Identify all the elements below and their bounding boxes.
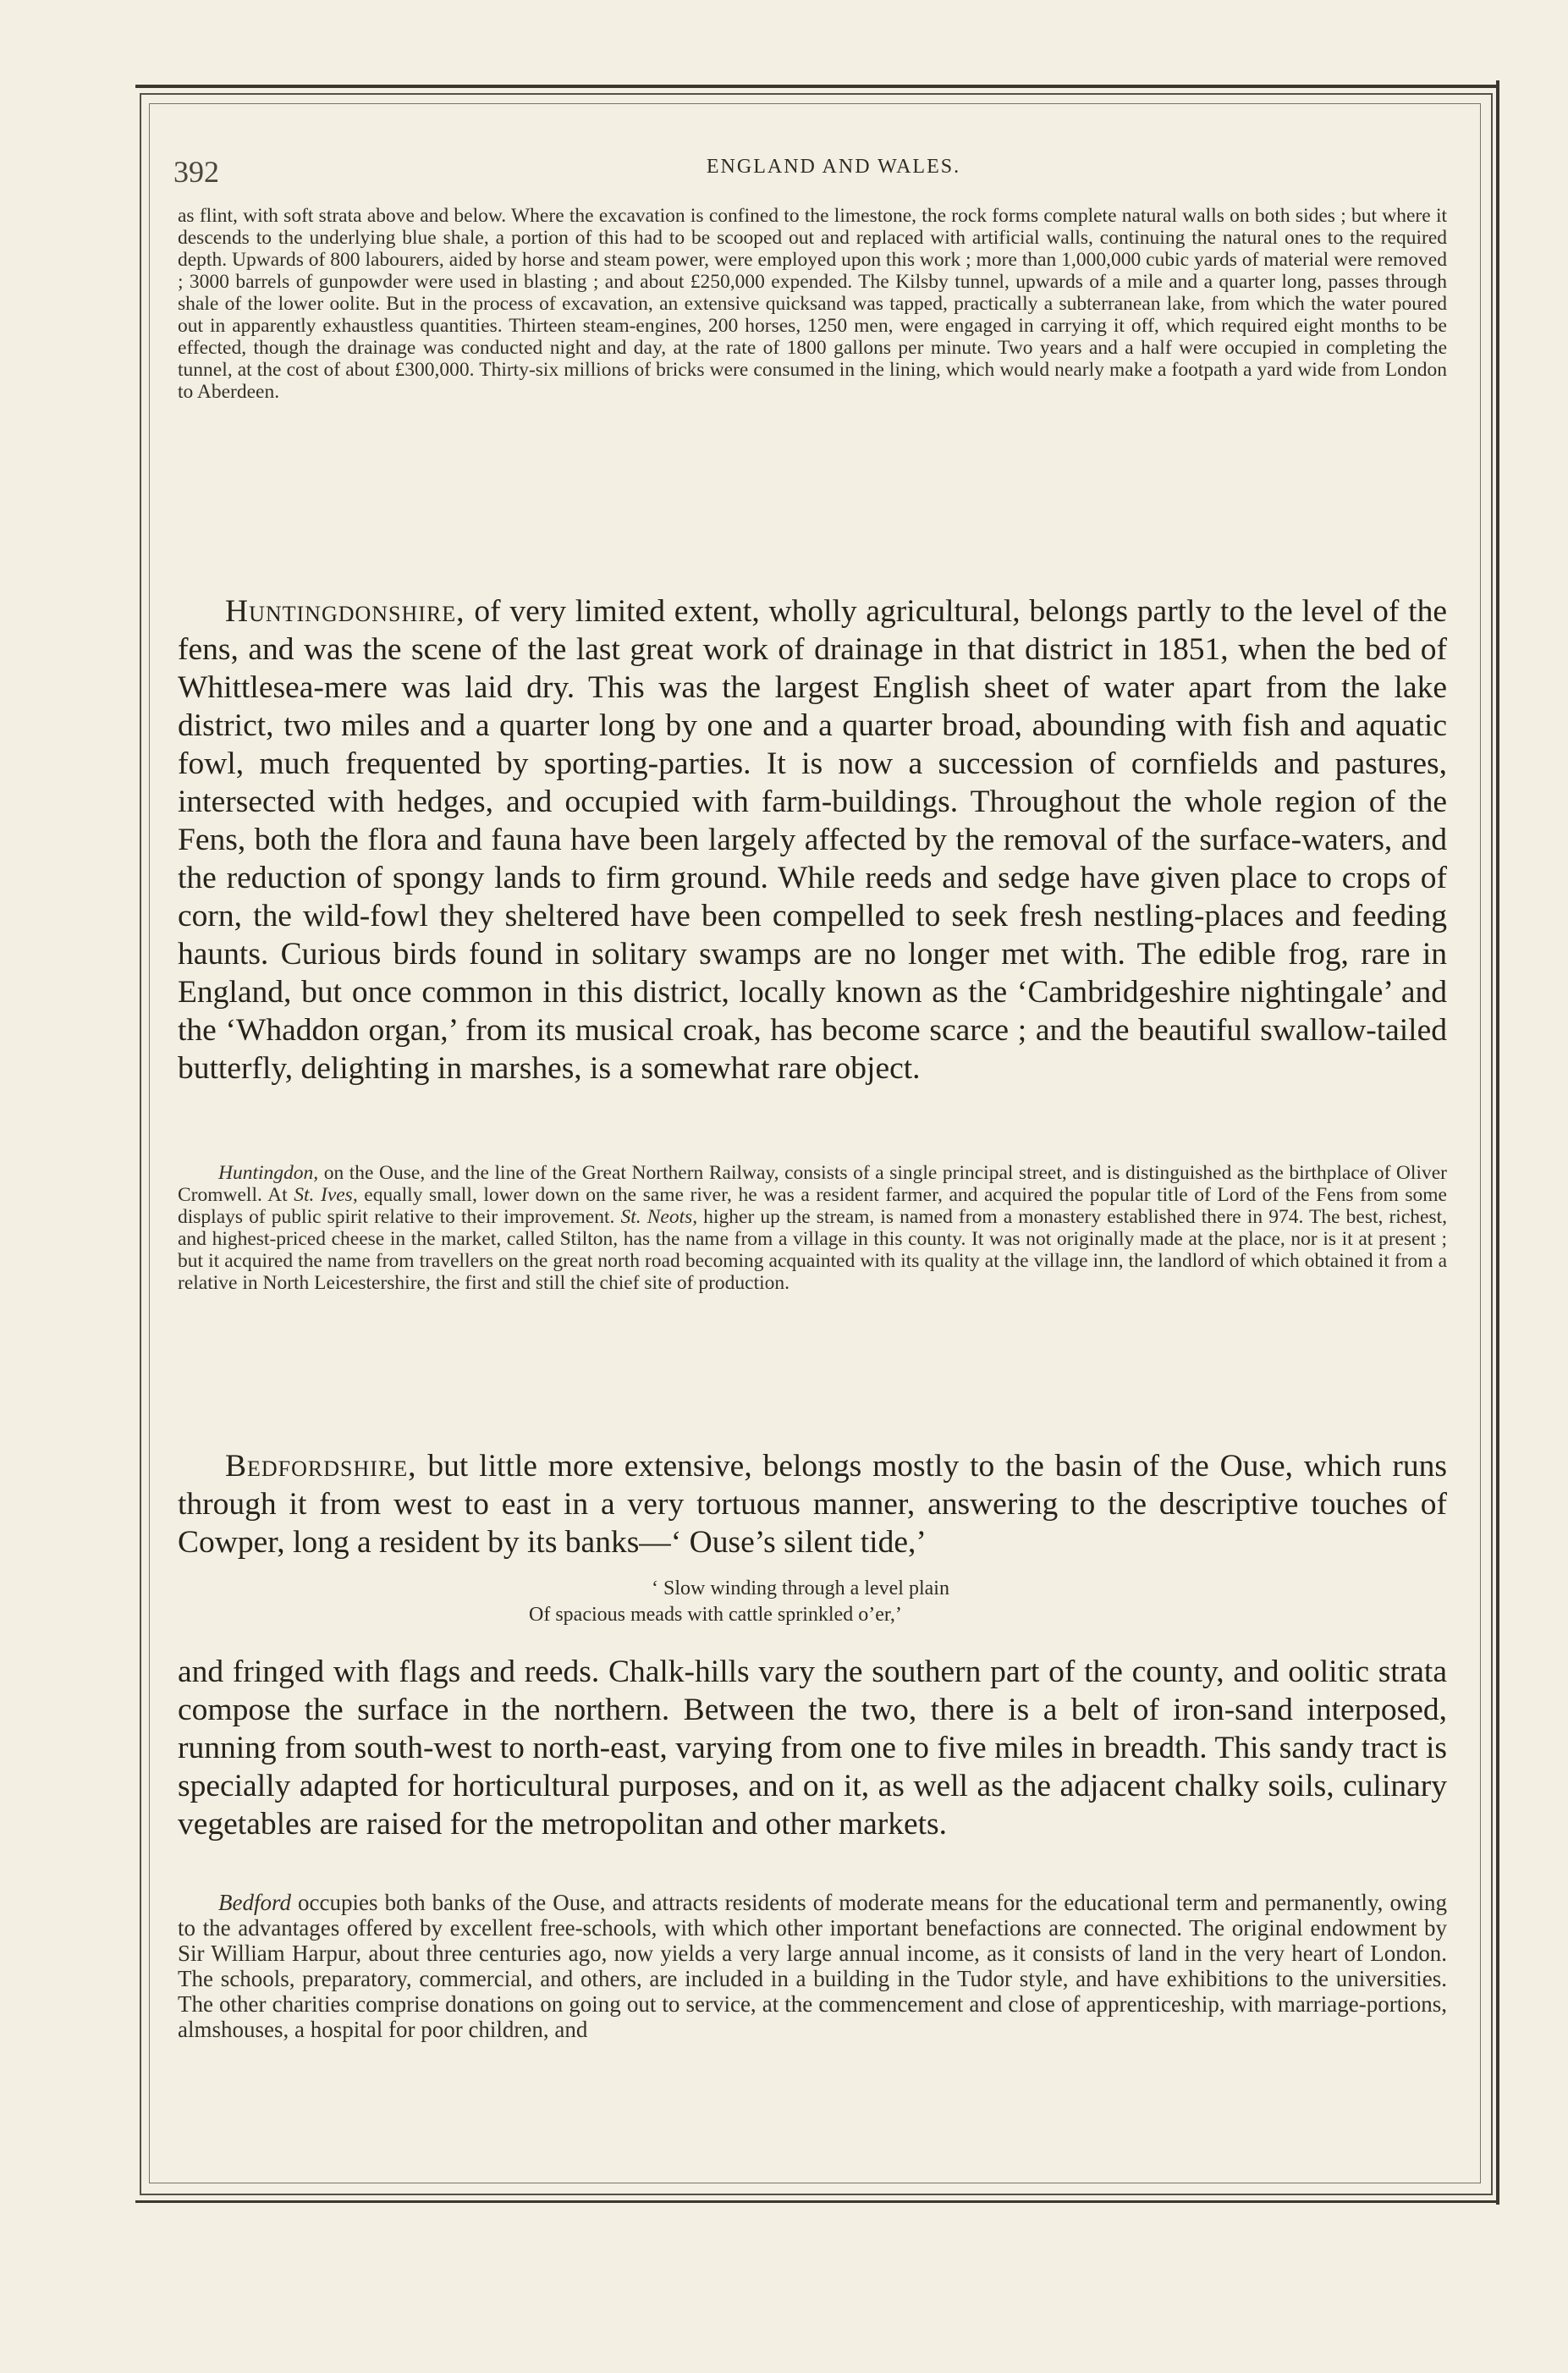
huntingdon-note-text-3: higher up the stream, is named from a monastery established there in 974. The best, richest, and highest-priced cheese in the market, called Stilton, has the name from a village in this county. It was not originally made at the place, nor is it at present ; but it acquired the name from travellers on the great north road becoming acquainted with its quality at the village inn, the landlord of which obtained it from a relative in North Leicestershire, the first and still the chief site of production. [178, 1206, 1447, 1294]
bedford-note-text: occupies both banks of the Ouse, and attracts residents of moderate means for the educational term and permanently, owing to the advantages offered by excellent free-schools, with which other important benefactions are connected. The original endowment by Sir William Harpur, about three centuries ago, now yields a very large annual income, as it consists of land in the very heart of London. The schools, preparatory, commercial, and others, are included in a building in the Tudor style, and have exhibitions to the universities. The other charities comprise donations on going out to service, at the commencement and close of apprenticeship, with marriage-portions, almshouses, a hospital for poor children, and [178, 1890, 1447, 2042]
continuation-paragraph [178, 205, 1447, 403]
bottom-border-rule [135, 2200, 1498, 2203]
st-ives-town: St. Ives, [294, 1184, 358, 1206]
page-frame-inner [149, 103, 1481, 2183]
cowper-quotation [457, 1576, 1176, 1628]
bedfordshire-paragraph [178, 1447, 1447, 1561]
huntingdon-note-text-2: equally small, lower down on the same river, he was a resident farmer, and acquired the popular title of Lord of the Fens from some displays of public spirit relative to their improvement. [178, 1184, 1447, 1228]
huntingdonshire-text: of very limited extent, wholly agricultural, belongs partly to the level of the fens, and was the scene of the last great work of drainage in that district in 1851, when the bed of Whittlesea-mere was laid dry. This was the largest English sheet of water apart from the lake district, two miles and a quarter long by one and a quarter broad, abounding with fish and aquatic fowl, much frequented by sporting-parties. It is now a succession of cornfields and pastures, intersected with hedges, and occupied with farm-buildings. Throughout the whole region of the Fens, both the flora and fauna have been largely affected by the removal of the surface-waters, and the reduction of spongy lands to firm ground. While reeds and sedge have given place to crops of corn, the wild-fowl they sheltered have been compelled to seek fresh nestling-places and feeding haunts. Curious birds found in solitary swamps are no longer met with. The edible frog, rare in England, but once common in this district, locally known as the ‘Cambridgeshire nightingale’ and the ‘Whaddon organ,’ from its musical croak, has become scarce ; and the beautiful swallow-tailed butterfly, delighting in marshes, is a somewhat rare object. [178, 594, 1447, 1086]
bedfordshire-continued-paragraph [178, 1653, 1447, 1843]
bedfordshire-heading: Bedfordshire, [225, 1449, 417, 1484]
page-number: 392 [173, 155, 219, 189]
huntingdon-note-text-1: on the Ouse, and the line of the Great Northern Railway, consists of a single principal street, and is distinguished as the birthplace of Oliver Cromwell. At [178, 1162, 1447, 1206]
top-border-rule [135, 85, 1498, 88]
right-border-rule [1496, 80, 1499, 2205]
bedford-note [178, 1890, 1447, 2042]
page-header [173, 154, 1455, 196]
huntingdon-town: Huntingdon, [218, 1162, 319, 1184]
st-neots-town: St. Neots, [620, 1206, 698, 1228]
running-title: ENGLAND AND WALES. [706, 156, 961, 178]
poem-line-1: ‘ Slow winding through a level plain [652, 1577, 949, 1599]
huntingdon-note [178, 1162, 1447, 1294]
huntingdonshire-paragraph [178, 592, 1447, 1087]
bedford-town: Bedford [218, 1890, 291, 1915]
huntingdonshire-heading: Huntingdonshire, [225, 594, 465, 629]
bedfordshire-continued-text: and fringed with flags and reeds. Chalk-hills vary the southern part of the county, and oolitic strata compose the surface in the northern. Between the two, there is a belt of iron-sand interposed, running from south-west to north-east, varying from one to five miles in breadth. This sandy tract is specially adapted for horticultural purposes, and on it, as well as the adjacent chalky soils, culinary vegetables are raised for the metropolitan and other markets. [178, 1654, 1447, 1842]
bedfordshire-text: but little more extensive, belongs mostly to the basin of the Ouse, which runs through it from west to east in a very tortuous manner, answering to the descriptive touches of Cowper, long a resident by its banks—‘ Ouse’s silent tide,’ [178, 1449, 1447, 1560]
continuation-text: as flint, with soft strata above and below. Where the excavation is confined to the limestone, the rock forms complete natural walls on both sides ; but where it descends to the underlying blue shale, a portion of this had to be scooped out and replaced with artificial walls, continuing the natural ones to the required depth. Upwards of 800 labourers, aided by horse and steam power, were employed upon this work ; more than 1,000,000 cubic yards of material were removed ; 3000 barrels of gunpowder were used in blasting ; and about £250,000 expended. The Kilsby tunnel, upwards of a mile and a quarter long, passes through shale of the lower oolite. But in the process of excavation, an extensive quicksand was tapped, practically a subterranean lake, from which the water poured out in apparently exhaustless quantities. Thirteen steam-engines, 200 horses, 1250 men, were engaged in carrying it off, which required eight months to be effected, though the drainage was conducted night and day, at the rate of 1800 gallons per minute. Two years and a half were occupied in completing the tunnel, at the cost of about £300,000. Thirty-six millions of bricks were consumed in the lining, which would nearly make a footpath a yard wide from London to Aberdeen. [178, 205, 1447, 403]
poem-line-2: Of spacious meads with cattle sprinkled o’er,’ [529, 1604, 902, 1626]
